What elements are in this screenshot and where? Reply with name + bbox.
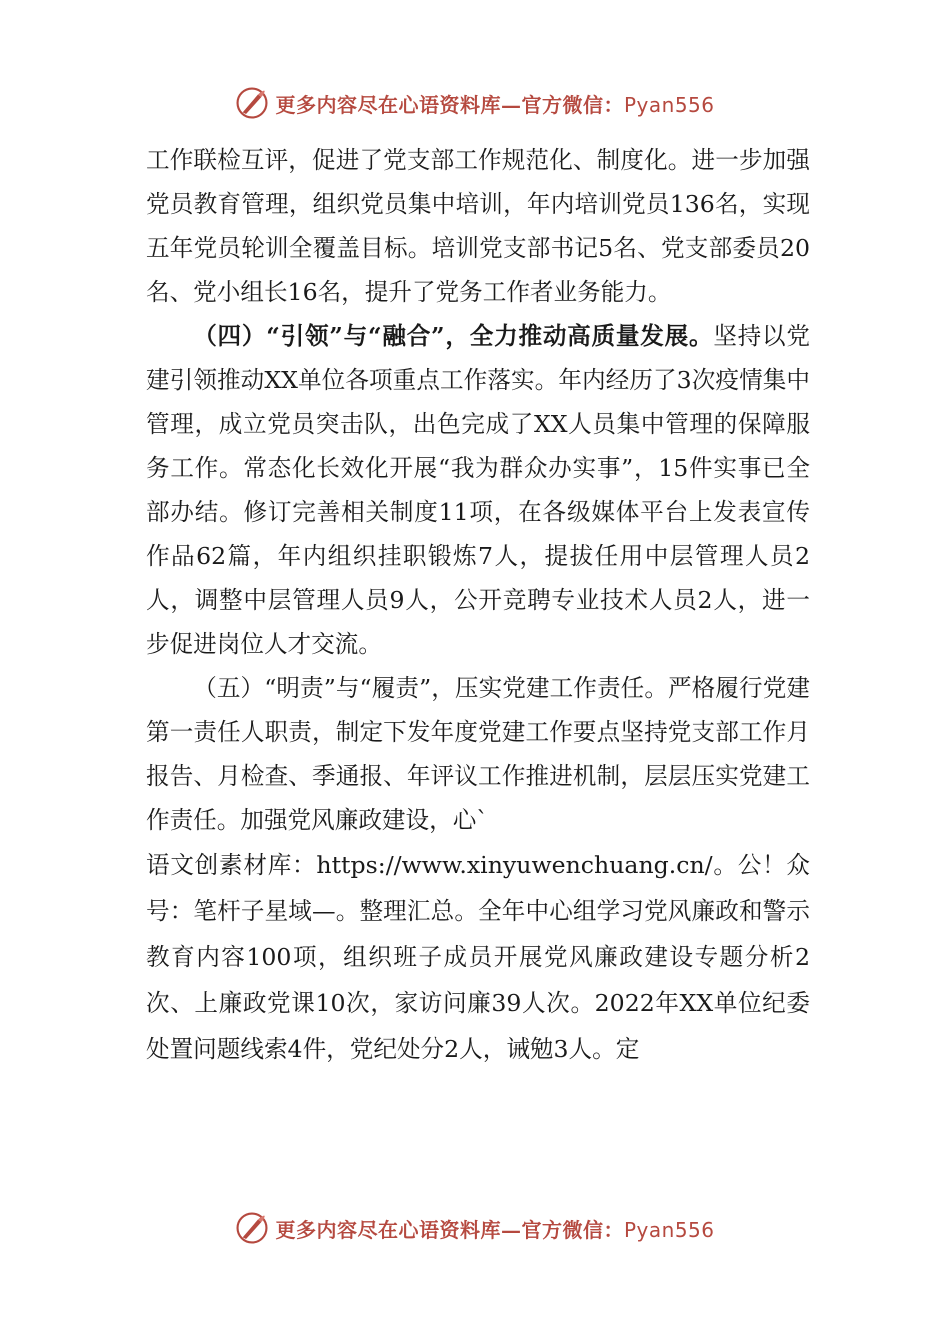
header-banner	[0, 83, 950, 123]
quill-pen-logo-icon	[235, 1211, 269, 1245]
footer-banner	[0, 1208, 950, 1248]
banner-text: 更多内容尽在心语资料库—官方微信：Pyan556	[275, 1217, 715, 1242]
section-heading-4: （四）“引领”与“融合”，全力推动高质量发展。	[193, 322, 714, 350]
document-body	[146, 138, 810, 1072]
paragraph-1: 工作联检互评，促进了党支部工作规范化、制度化。进一步加强党员教育管理，组织党员集中培训，年内培训党员136名，实现五年党员轮训全覆盖目标。培训党支部书记5名、党支部委员20名、党小组长16名，提升了党务工作者业务能力。	[146, 146, 810, 306]
paragraph-2	[146, 314, 810, 666]
paragraph-3a: （五）“明责”与“履责”，压实党建工作责任。严格履行党建第一责任人职责，制定下发年度党建工作要点坚持党支部工作月报告、月检查、季通报、年评议工作推进机制，层层压实党建工作责任。加强党风廉政建设，心`	[146, 674, 810, 834]
quill-pen-logo-icon	[235, 86, 269, 120]
paragraph-2-body: 坚持以党建引领推动XX单位各项重点工作落实。年内经历了3次疫情集中管理，成立党员突击队，出色完成了XX人员集中管理的保障服务工作。常态化长效化开展“我为群众办实事”，15件实事已全部办结。修订完善相关制度11项，在各级媒体平台上发表宣传作品62篇，年内组织挂职锻炼7人，提拔任用中层管理人员2人，调整中层管理人员9人，公开竞聘专业技术人员2人，进一步促进岗位人才交流。	[146, 322, 810, 658]
paragraph-3b: 语文创素材库：https://www.xinyuwenchuang.cn/。公！众号：笔杆子星域—。整理汇总。全年中心组学习党风廉政和警示教育内容100项，组织班子成员开展党风廉政建设专题分析2次、上廉政党课10次，家访问廉39人次。2022年XX单位纪委处置问题线索4件，党纪处分2人，诫勉3人。定	[146, 851, 810, 1063]
banner-text: 更多内容尽在心语资料库—官方微信：Pyan556	[275, 92, 715, 117]
